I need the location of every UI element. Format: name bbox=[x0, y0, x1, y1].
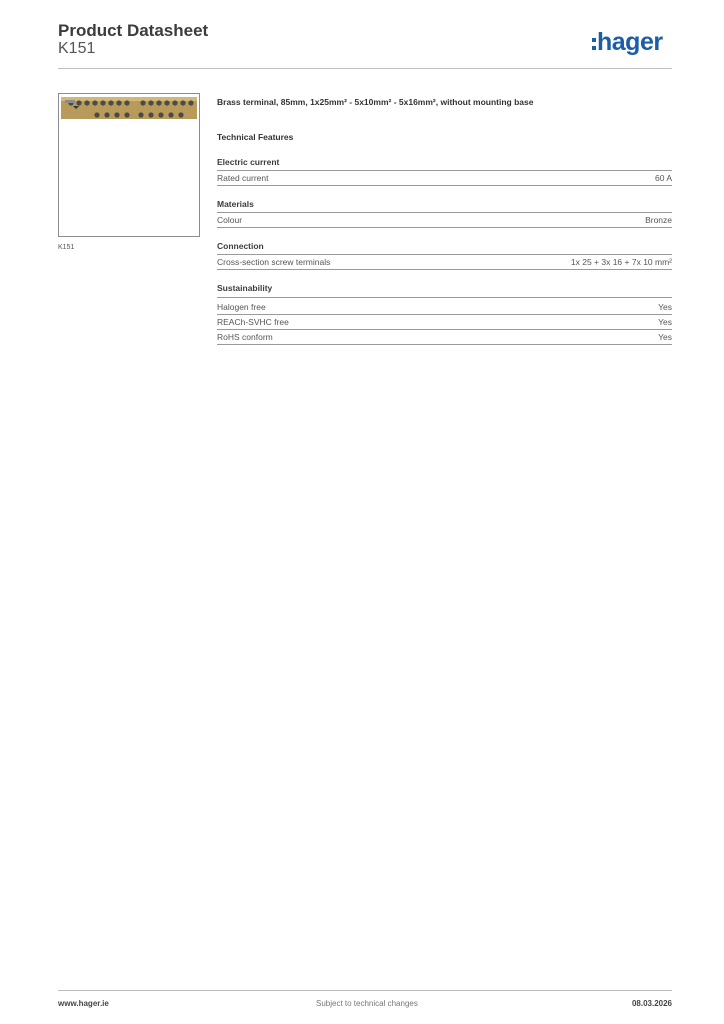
spec-value: Yes bbox=[658, 332, 672, 342]
section-sustainability bbox=[217, 283, 672, 345]
spec-label: Rated current bbox=[217, 173, 269, 183]
product-image-frame bbox=[58, 93, 200, 237]
spec-row bbox=[217, 315, 672, 330]
spec-label: Colour bbox=[217, 215, 243, 225]
spec-value: Yes bbox=[658, 317, 672, 327]
section-electric-current bbox=[217, 157, 672, 186]
spec-row bbox=[217, 171, 672, 186]
footer-website-link[interactable]: www.hager.ie bbox=[58, 999, 109, 1008]
spec-value: Bronze bbox=[645, 215, 672, 225]
section-title: Electric current bbox=[217, 157, 672, 171]
brass-terminal-image bbox=[59, 94, 199, 236]
spec-row bbox=[217, 255, 672, 270]
spec-label: Cross-section screw terminals bbox=[217, 257, 331, 267]
spec-value: 1x 25 + 3x 16 + 7x 10 mm² bbox=[570, 257, 672, 267]
spec-label: RoHS conform bbox=[217, 332, 273, 342]
logo-colon-icon bbox=[592, 38, 596, 50]
spec-value: 60 A bbox=[654, 173, 672, 183]
section-materials bbox=[217, 199, 672, 228]
document-title: Product Datasheet bbox=[58, 21, 209, 40]
logo-wordmark: hager bbox=[597, 28, 663, 56]
hager-logo bbox=[592, 26, 663, 58]
footer-date: 08.03.2026 bbox=[631, 999, 672, 1008]
technical-features-heading: Technical Features bbox=[217, 132, 294, 142]
footer-notice: Subject to technical changes bbox=[316, 999, 418, 1008]
spec-row bbox=[217, 330, 672, 345]
technical-content bbox=[217, 96, 672, 345]
section-title: Materials bbox=[217, 199, 672, 213]
image-caption: K151 bbox=[58, 244, 75, 251]
spec-row bbox=[217, 213, 672, 228]
spec-row bbox=[217, 300, 672, 315]
product-code: K151 bbox=[58, 40, 96, 57]
section-title: Connection bbox=[217, 241, 672, 255]
spec-value: Yes bbox=[658, 302, 672, 312]
product-description: Brass terminal, 85mm, 1x25mm² - 5x10mm² - 5x16mm², without mounting base bbox=[217, 97, 534, 107]
section-connection bbox=[217, 241, 672, 270]
header-divider bbox=[58, 68, 672, 69]
spec-label: Halogen free bbox=[217, 302, 266, 312]
spec-label: REACh-SVHC free bbox=[217, 317, 289, 327]
footer-divider bbox=[58, 990, 672, 991]
section-title: Sustainability bbox=[217, 283, 672, 298]
